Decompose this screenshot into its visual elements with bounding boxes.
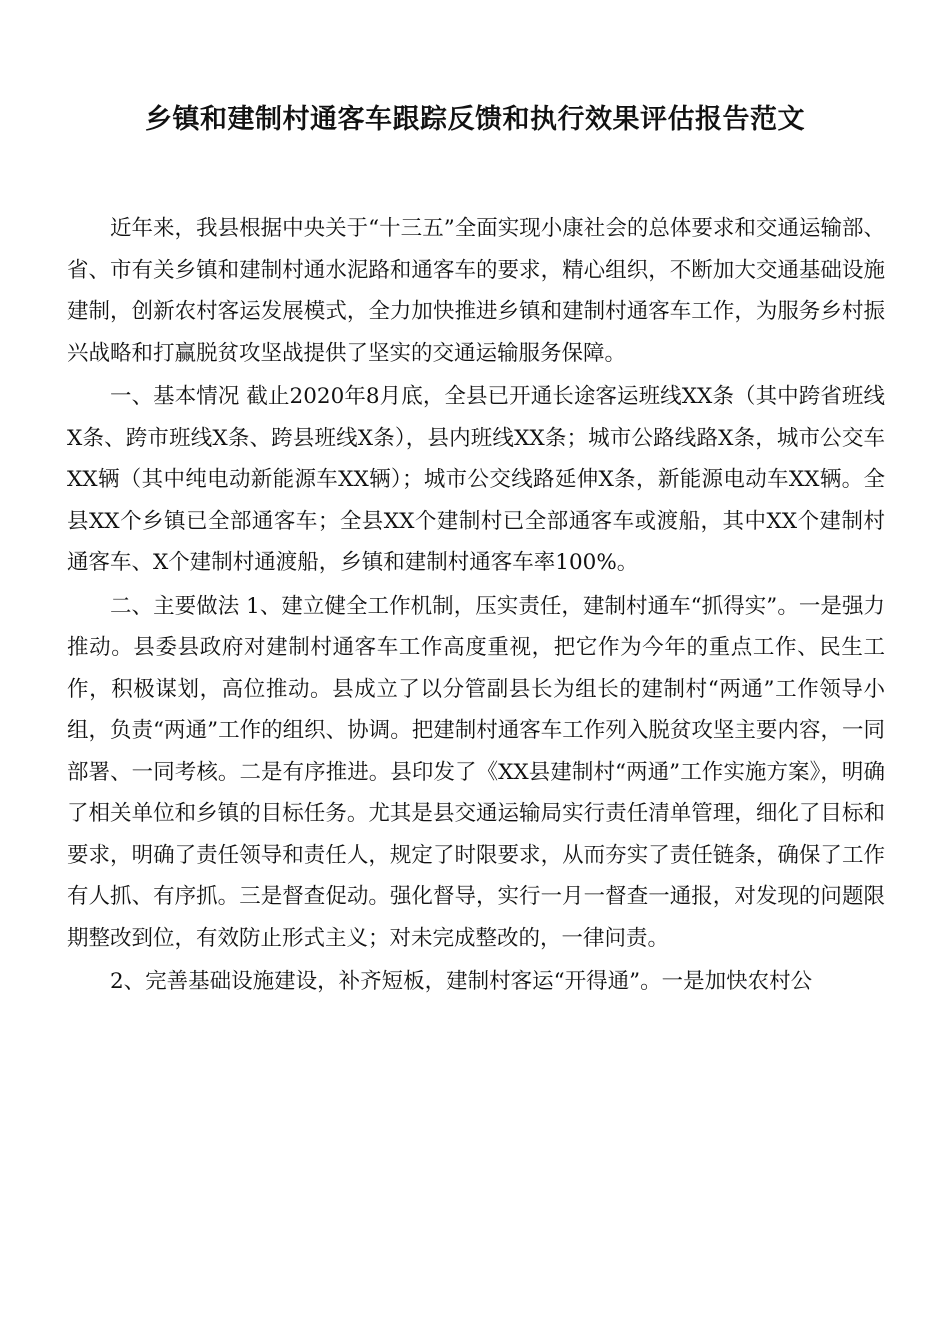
paragraph-basic-situation: 一、基本情况 截止2020年8月底，全县已开通长途客运班线XX条（其中跨省班线X条、跨市班线X条、跨县班线X条），县内班线XX条；城市公路线路X条，城市公交车XX辆（其中纯电动新能源车XX辆）；城市公交线路延伸X条，新能源电动车XX辆。全县XX个乡镇已全部通客车；全县XX个建制村已全部通客车或渡船，其中XX个建制村通客车、X个建制村通渡船，乡镇和建制村通客车率100%。 xyxy=(67,384,885,575)
paragraph-infrastructure: 2、完善基础设施建设，补齐短板，建制村客运“开得通”。一是加快农村公 xyxy=(110,969,813,994)
document-body xyxy=(67,208,885,1003)
paragraph-intro: 近年来，我县根据中央关于“十三五”全面实现小康社会的总体要求和交通运输部、省、市有关乡镇和建制村通水泥路和通客车的要求，精心组织，不断加大交通基础设施建制，创新农村客运发展模式，全力加快推进乡镇和建制村通客车工作，为服务乡村振兴战略和打赢脱贫攻坚战提供了坚实的交通运输服务保障。 xyxy=(67,216,885,366)
paragraph-main-practices: 二、主要做法 1、建立健全工作机制，压实责任，建制村通车“抓得实”。一是强力推动。县委县政府对建制村通客车工作高度重视，把它作为今年的重点工作、民生工作，积极谋划，高位推动。县成立了以分管副县长为组长的建制村“两通”工作领导小组，负责“两通”工作的组织、协调。把建制村通客车工作列入脱贫攻坚主要内容，一同部署、一同考核。二是有序推进。县印发了《XX县建制村“两通”工作实施方案》，明确了相关单位和乡镇的目标任务。尤其是县交通运输局实行责任清单管理，细化了目标和要求，明确了责任领导和责任人，规定了时限要求，从而夯实了责任链条，确保了工作有人抓、有序抓。三是督查促动。强化督导，实行一月一督查一通报，对发现的问题限期整改到位，有效防止形式主义；对未完成整改的，一律问责。 xyxy=(67,593,885,951)
document-title: 乡镇和建制村通客车跟踪反馈和执行效果评估报告范文 xyxy=(145,104,805,135)
